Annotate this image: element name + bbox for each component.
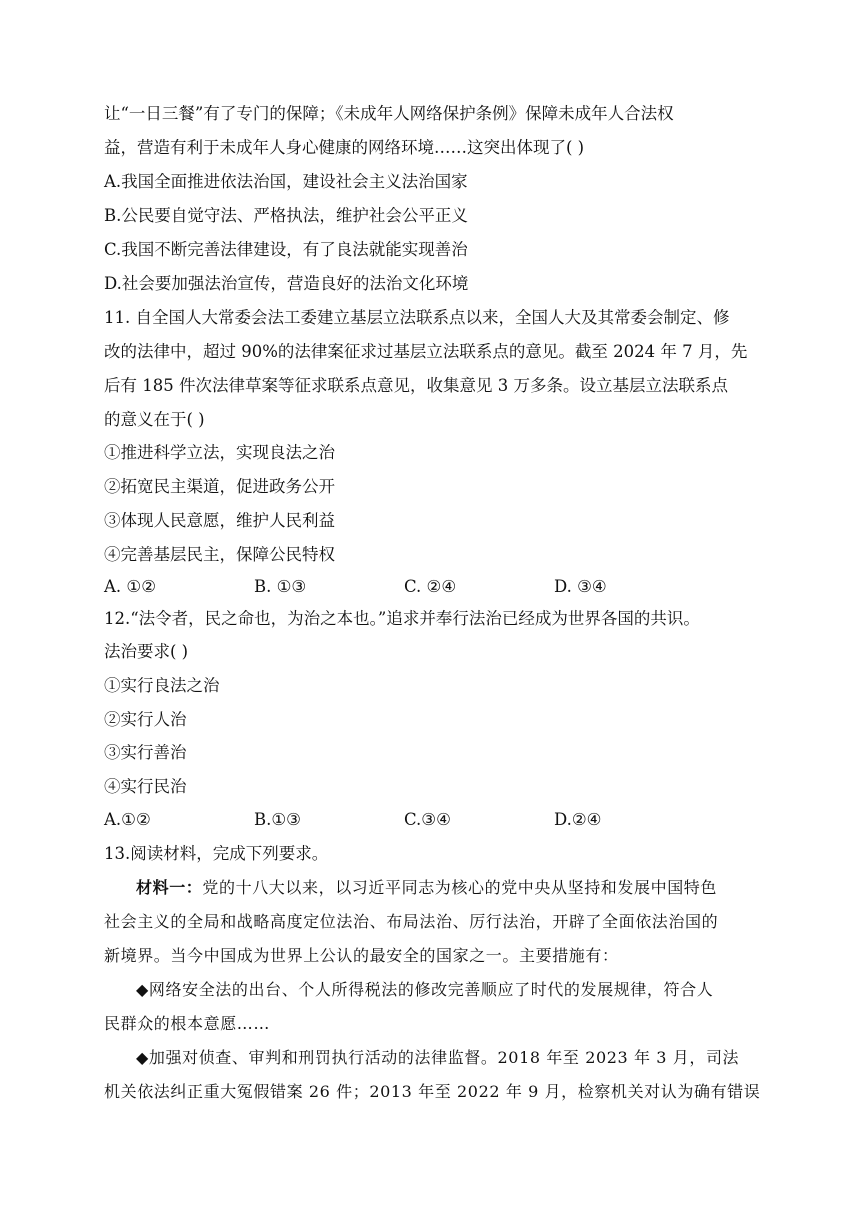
q12-item-2: ②实行人治 (104, 710, 187, 729)
q10-option-a: A.我国全面推进依法治国，建设社会主义法治国家 (104, 172, 468, 191)
q10-option-d: D.社会要加强法治宣传，营造良好的法治文化环境 (104, 274, 469, 293)
material-text: 党的十八大以来，以习近平同志为核心的党中央从坚持和发展中国特色 (202, 878, 718, 897)
q13-material-line-2: 社会主义的全局和战略高度定位法治、布局法治、厉行法治，开辟了全面依法治国的 (104, 912, 719, 931)
q13-bullet-1-line-1: ◆网络安全法的出台、个人所得税法的修改完善顺应了时代的发展规律，符合人 (136, 980, 714, 999)
q11-item-1: ①推进科学立法，实现良法之治 (104, 443, 335, 462)
q13-bullet-2-line-2: 机关依法纠正重大冤假错案 26 件；2013 年至 2022 年 9 月，检察机关对认为确有错误 (104, 1082, 761, 1101)
q13-material-line-1 (136, 877, 717, 899)
q11-answer-b: B. ①③ (254, 577, 307, 596)
q12-item-4: ④实行民治 (104, 777, 187, 796)
q11-item-3: ③体现人民意愿，维护人民利益 (104, 511, 335, 530)
q11-item-4: ④完善基层民主，保障公民特权 (104, 545, 335, 564)
q10-stem-line-1: 让“一日三餐”有了专门的保障；《未成年人网络保护条例》保障未成年人合法权 (104, 104, 674, 123)
q11-answer-d: D. ③④ (554, 577, 607, 596)
q12-stem-line-1: 12.“法令者，民之命也，为治之本也。”追求并奉行法治已经成为世界各国的共识。 (104, 609, 700, 628)
q12-answer-a: A.①② (104, 810, 151, 829)
q12-answer-d: D.②④ (554, 810, 602, 829)
q11-item-2: ②拓宽民主渠道，促进政务公开 (104, 477, 335, 496)
q13-title: 13.阅读材料，完成下列要求。 (104, 844, 329, 863)
q12-answer-c: C.③④ (404, 810, 451, 829)
q11-stem-line-3: 后有 185 件次法律草案等征求联系点意见，收集意见 3 万多条。设立基层立法联系点 (104, 376, 728, 395)
q10-option-b: B.公民要自觉守法、严格执法，维护社会公平正义 (104, 206, 468, 225)
q10-option-c: C.我国不断完善法律建设，有了良法就能实现善治 (104, 240, 468, 259)
q11-answer-a: A. ①② (104, 577, 156, 596)
q12-stem-line-2: 法治要求( ) (104, 642, 189, 661)
q10-stem-line-2: 益，营造有利于未成年人身心健康的网络环境……这突出体现了( ) (104, 138, 585, 157)
material-label: 材料一： (136, 878, 203, 897)
q11-stem-line-1: 11. 自全国人大常委会法工委建立基层立法联系点以来，全国人大及其常委会制定、修 (104, 308, 730, 327)
q12-answer-b: B.①③ (254, 810, 301, 829)
q13-material-line-3: 新境界。当今中国成为世界上公认的最安全的国家之一。主要措施有： (104, 946, 619, 965)
q12-item-1: ①实行良法之治 (104, 676, 220, 695)
q13-bullet-1-line-2: 民群众的根本意愿…… (104, 1014, 271, 1033)
q12-item-3: ③实行善治 (104, 743, 187, 762)
q11-stem-line-4: 的意义在于( ) (104, 410, 205, 429)
q11-answer-c: C. ②④ (404, 577, 457, 596)
q11-stem-line-2: 改的法律中，超过 90%的法律案征求过基层立法联系点的意见。截至 2024 年 7 月，先 (104, 342, 748, 361)
q13-bullet-2-line-1: ◆加强对侦查、审判和刑罚执行活动的法律监督。2018 年至 2023 年 3 月，司法 (136, 1048, 740, 1067)
